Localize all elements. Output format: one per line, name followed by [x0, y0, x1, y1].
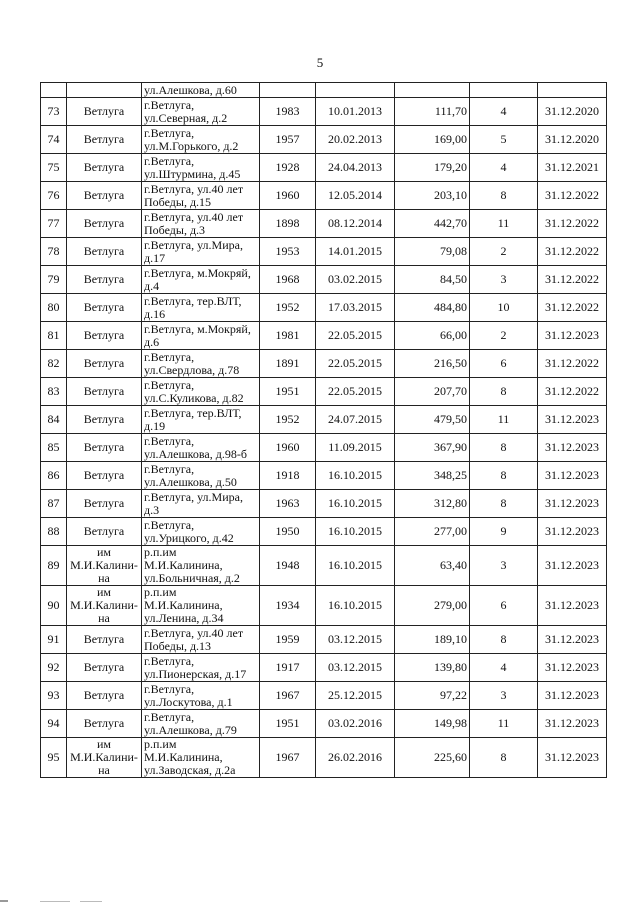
cell-date: 03.12.2015	[316, 654, 395, 682]
table-row	[41, 518, 607, 546]
cell-area: 149,98	[395, 710, 470, 738]
cell-count: 4	[470, 654, 538, 682]
table-row	[41, 434, 607, 462]
cell-num: 86	[41, 462, 67, 490]
cell-deadline: 31.12.2023	[538, 434, 607, 462]
cell-deadline: 31.12.2022	[538, 210, 607, 238]
cell-address: г.Ветлуга, ул.Пионерская, д.17	[142, 654, 260, 682]
cell-date: 22.05.2015	[316, 378, 395, 406]
cell-date: 26.02.2016	[316, 738, 395, 778]
cell-year: 1959	[260, 626, 316, 654]
cell-count: 4	[470, 154, 538, 182]
cell-address: г.Ветлуга, ул.40 лет Победы, д.3	[142, 210, 260, 238]
cell-count	[470, 83, 538, 98]
cell-count: 10	[470, 294, 538, 322]
cell-locality: Ветлуга	[67, 98, 142, 126]
cell-locality: Ветлуга	[67, 154, 142, 182]
cell-address: г.Ветлуга, тер.ВЛТ, д.16	[142, 294, 260, 322]
table-row	[41, 462, 607, 490]
cell-count: 11	[470, 210, 538, 238]
cell-count: 6	[470, 586, 538, 626]
cell-num: 73	[41, 98, 67, 126]
cell-num: 83	[41, 378, 67, 406]
cell-count: 8	[470, 738, 538, 778]
cell-count: 3	[470, 546, 538, 586]
cell-deadline: 31.12.2023	[538, 626, 607, 654]
cell-year: 1967	[260, 738, 316, 778]
table-body	[41, 83, 607, 778]
table-row	[41, 210, 607, 238]
cell-locality: Ветлуга	[67, 210, 142, 238]
cell-locality: Ветлуга	[67, 626, 142, 654]
cell-num: 81	[41, 322, 67, 350]
cell-year: 1951	[260, 378, 316, 406]
housing-registry-table	[40, 82, 607, 778]
cell-num	[41, 83, 67, 98]
cell-area: 479,50	[395, 406, 470, 434]
cell-count: 4	[470, 98, 538, 126]
cell-date: 03.02.2015	[316, 266, 395, 294]
cell-count: 11	[470, 710, 538, 738]
cell-num: 95	[41, 738, 67, 778]
cell-locality: Ветлуга	[67, 350, 142, 378]
cell-date: 16.10.2015	[316, 586, 395, 626]
cell-count: 8	[470, 182, 538, 210]
cell-area: 179,20	[395, 154, 470, 182]
cell-address: г.Ветлуга, ул.40 лет Победы, д.13	[142, 626, 260, 654]
table-row	[41, 682, 607, 710]
cell-address: р.п.им М.И.Калинина, ул.Заводская, д.2а	[142, 738, 260, 778]
cell-year: 1983	[260, 98, 316, 126]
cell-area: 442,70	[395, 210, 470, 238]
cell-area: 203,10	[395, 182, 470, 210]
cell-date: 25.12.2015	[316, 682, 395, 710]
table-row	[41, 322, 607, 350]
cell-deadline: 31.12.2023	[538, 738, 607, 778]
cell-locality: Ветлуга	[67, 710, 142, 738]
cell-count: 2	[470, 322, 538, 350]
cell-deadline: 31.12.2020	[538, 126, 607, 154]
cell-deadline: 31.12.2023	[538, 518, 607, 546]
table-row	[41, 98, 607, 126]
cell-year: 1917	[260, 654, 316, 682]
cell-num: 93	[41, 682, 67, 710]
cell-address: ул.Алешкова, д.60	[142, 83, 260, 98]
table-row	[41, 182, 607, 210]
cell-date: 16.10.2015	[316, 462, 395, 490]
cell-num: 77	[41, 210, 67, 238]
cell-date: 14.01.2015	[316, 238, 395, 266]
cell-locality: Ветлуга	[67, 462, 142, 490]
table-row	[41, 546, 607, 586]
cell-date: 16.10.2015	[316, 490, 395, 518]
table-row	[41, 738, 607, 778]
cell-address: г.Ветлуга, ул.Алешкова, д.79	[142, 710, 260, 738]
cell-year: 1934	[260, 586, 316, 626]
cell-deadline: 31.12.2023	[538, 406, 607, 434]
cell-date: 24.04.2013	[316, 154, 395, 182]
cell-locality: Ветлуга	[67, 238, 142, 266]
cell-area: 169,00	[395, 126, 470, 154]
cell-num: 94	[41, 710, 67, 738]
cell-deadline	[538, 83, 607, 98]
cell-date: 08.12.2014	[316, 210, 395, 238]
cell-address: г.Ветлуга, ул.Свердлова, д.78	[142, 350, 260, 378]
cell-num: 79	[41, 266, 67, 294]
cell-count: 3	[470, 682, 538, 710]
cell-date: 10.01.2013	[316, 98, 395, 126]
table-row	[41, 626, 607, 654]
cell-date: 12.05.2014	[316, 182, 395, 210]
cell-deadline: 31.12.2023	[538, 710, 607, 738]
cell-area: 66,00	[395, 322, 470, 350]
cell-deadline: 31.12.2022	[538, 378, 607, 406]
cell-num: 76	[41, 182, 67, 210]
cell-deadline: 31.12.2023	[538, 586, 607, 626]
cell-locality: Ветлуга	[67, 406, 142, 434]
table-row	[41, 238, 607, 266]
cell-address: г.Ветлуга, ул.М.Горького, д.2	[142, 126, 260, 154]
cell-area	[395, 83, 470, 98]
cell-area: 63,40	[395, 546, 470, 586]
cell-deadline: 31.12.2021	[538, 154, 607, 182]
page-number: 5	[316, 55, 324, 70]
cell-num: 84	[41, 406, 67, 434]
cell-address: г.Ветлуга, ул.Штурмина, д.45	[142, 154, 260, 182]
cell-locality: Ветлуга	[67, 378, 142, 406]
cell-date: 20.02.2013	[316, 126, 395, 154]
cell-address: г.Ветлуга, м.Мокряй, д.6	[142, 322, 260, 350]
cell-date: 03.12.2015	[316, 626, 395, 654]
cell-year: 1891	[260, 350, 316, 378]
cell-date: 03.02.2016	[316, 710, 395, 738]
cell-locality: Ветлуга	[67, 266, 142, 294]
cell-locality: им М.И.Калини- на	[67, 738, 142, 778]
cell-locality: Ветлуга	[67, 182, 142, 210]
cell-deadline: 31.12.2022	[538, 182, 607, 210]
cell-num: 89	[41, 546, 67, 586]
cell-year: 1967	[260, 682, 316, 710]
cell-date	[316, 83, 395, 98]
cell-year: 1952	[260, 406, 316, 434]
table-row	[41, 654, 607, 682]
cell-locality: Ветлуга	[67, 294, 142, 322]
cell-deadline: 31.12.2023	[538, 490, 607, 518]
cell-num: 75	[41, 154, 67, 182]
cell-year: 1957	[260, 126, 316, 154]
cell-year: 1928	[260, 154, 316, 182]
cell-year: 1960	[260, 434, 316, 462]
cell-locality: им М.И.Калини- на	[67, 546, 142, 586]
cell-deadline: 31.12.2023	[538, 546, 607, 586]
cell-year: 1950	[260, 518, 316, 546]
cell-locality: Ветлуга	[67, 490, 142, 518]
cell-date: 11.09.2015	[316, 434, 395, 462]
cell-address: г.Ветлуга, ул.Лоскутова, д.1	[142, 682, 260, 710]
cell-num: 90	[41, 586, 67, 626]
cell-year: 1960	[260, 182, 316, 210]
cell-address: г.Ветлуга, ул.Мира, д.3	[142, 490, 260, 518]
cell-num: 91	[41, 626, 67, 654]
cell-area: 207,70	[395, 378, 470, 406]
cell-year: 1951	[260, 710, 316, 738]
cell-deadline: 31.12.2022	[538, 350, 607, 378]
cell-year: 1948	[260, 546, 316, 586]
table-row	[41, 378, 607, 406]
cell-year: 1953	[260, 238, 316, 266]
cell-area: 348,25	[395, 462, 470, 490]
table-row	[41, 586, 607, 626]
cell-address: г.Ветлуга, тер.ВЛТ, д.19	[142, 406, 260, 434]
cell-deadline: 31.12.2023	[538, 654, 607, 682]
cell-area: 97,22	[395, 682, 470, 710]
cell-year: 1981	[260, 322, 316, 350]
cell-address: г.Ветлуга, ул.Северная, д.2	[142, 98, 260, 126]
cell-date: 24.07.2015	[316, 406, 395, 434]
cell-count: 9	[470, 518, 538, 546]
cell-num: 88	[41, 518, 67, 546]
cell-date: 17.03.2015	[316, 294, 395, 322]
cell-date: 16.10.2015	[316, 546, 395, 586]
cell-year: 1898	[260, 210, 316, 238]
cell-address: г.Ветлуга, м.Мокряй, д.4	[142, 266, 260, 294]
cell-num: 85	[41, 434, 67, 462]
cell-locality: Ветлуга	[67, 322, 142, 350]
cell-address: р.п.им М.И.Калинина, ул.Ленина, д.34	[142, 586, 260, 626]
cell-year	[260, 83, 316, 98]
cell-locality: Ветлуга	[67, 518, 142, 546]
cell-locality: Ветлуга	[67, 126, 142, 154]
scan-edge-marks	[0, 897, 640, 905]
cell-area: 79,08	[395, 238, 470, 266]
cell-area: 111,70	[395, 98, 470, 126]
continuation-row	[41, 83, 607, 98]
cell-deadline: 31.12.2022	[538, 238, 607, 266]
cell-address: г.Ветлуга, ул.Урицкого, д.42	[142, 518, 260, 546]
cell-count: 8	[470, 462, 538, 490]
cell-year: 1968	[260, 266, 316, 294]
cell-date: 16.10.2015	[316, 518, 395, 546]
cell-area: 367,90	[395, 434, 470, 462]
cell-area: 225,60	[395, 738, 470, 778]
cell-area: 84,50	[395, 266, 470, 294]
cell-date: 22.05.2015	[316, 322, 395, 350]
cell-area: 277,00	[395, 518, 470, 546]
cell-locality: Ветлуга	[67, 682, 142, 710]
cell-deadline: 31.12.2023	[538, 322, 607, 350]
cell-area: 484,80	[395, 294, 470, 322]
cell-num: 78	[41, 238, 67, 266]
cell-num: 74	[41, 126, 67, 154]
cell-locality: Ветлуга	[67, 434, 142, 462]
cell-num: 82	[41, 350, 67, 378]
cell-locality	[67, 83, 142, 98]
cell-count: 8	[470, 434, 538, 462]
cell-deadline: 31.12.2022	[538, 266, 607, 294]
cell-address: г.Ветлуга, ул.Алешкова, д.50	[142, 462, 260, 490]
cell-count: 11	[470, 406, 538, 434]
cell-count: 2	[470, 238, 538, 266]
cell-deadline: 31.12.2022	[538, 294, 607, 322]
cell-count: 6	[470, 350, 538, 378]
cell-address: г.Ветлуга, ул.С.Куликова, д.82	[142, 378, 260, 406]
cell-locality: Ветлуга	[67, 654, 142, 682]
table-row	[41, 710, 607, 738]
cell-num: 80	[41, 294, 67, 322]
table-row	[41, 294, 607, 322]
table-row	[41, 266, 607, 294]
table-row	[41, 126, 607, 154]
cell-area: 279,00	[395, 586, 470, 626]
cell-locality: им М.И.Калини- на	[67, 586, 142, 626]
cell-count: 8	[470, 378, 538, 406]
cell-address: г.Ветлуга, ул.Мира, д.17	[142, 238, 260, 266]
table-row	[41, 490, 607, 518]
cell-deadline: 31.12.2020	[538, 98, 607, 126]
cell-count: 8	[470, 626, 538, 654]
cell-count: 3	[470, 266, 538, 294]
cell-num: 87	[41, 490, 67, 518]
cell-num: 92	[41, 654, 67, 682]
cell-area: 189,10	[395, 626, 470, 654]
cell-address: г.Ветлуга, ул.Алешкова, д.98-б	[142, 434, 260, 462]
cell-year: 1952	[260, 294, 316, 322]
cell-date: 22.05.2015	[316, 350, 395, 378]
cell-address: р.п.им М.И.Калинина, ул.Больничная, д.2	[142, 546, 260, 586]
cell-area: 139,80	[395, 654, 470, 682]
table-row	[41, 350, 607, 378]
table-row	[41, 406, 607, 434]
cell-deadline: 31.12.2023	[538, 462, 607, 490]
table-row	[41, 154, 607, 182]
cell-address: г.Ветлуга, ул.40 лет Победы, д.15	[142, 182, 260, 210]
cell-deadline: 31.12.2023	[538, 682, 607, 710]
cell-area: 216,50	[395, 350, 470, 378]
cell-count: 5	[470, 126, 538, 154]
cell-count: 8	[470, 490, 538, 518]
cell-year: 1918	[260, 462, 316, 490]
cell-year: 1963	[260, 490, 316, 518]
cell-area: 312,80	[395, 490, 470, 518]
